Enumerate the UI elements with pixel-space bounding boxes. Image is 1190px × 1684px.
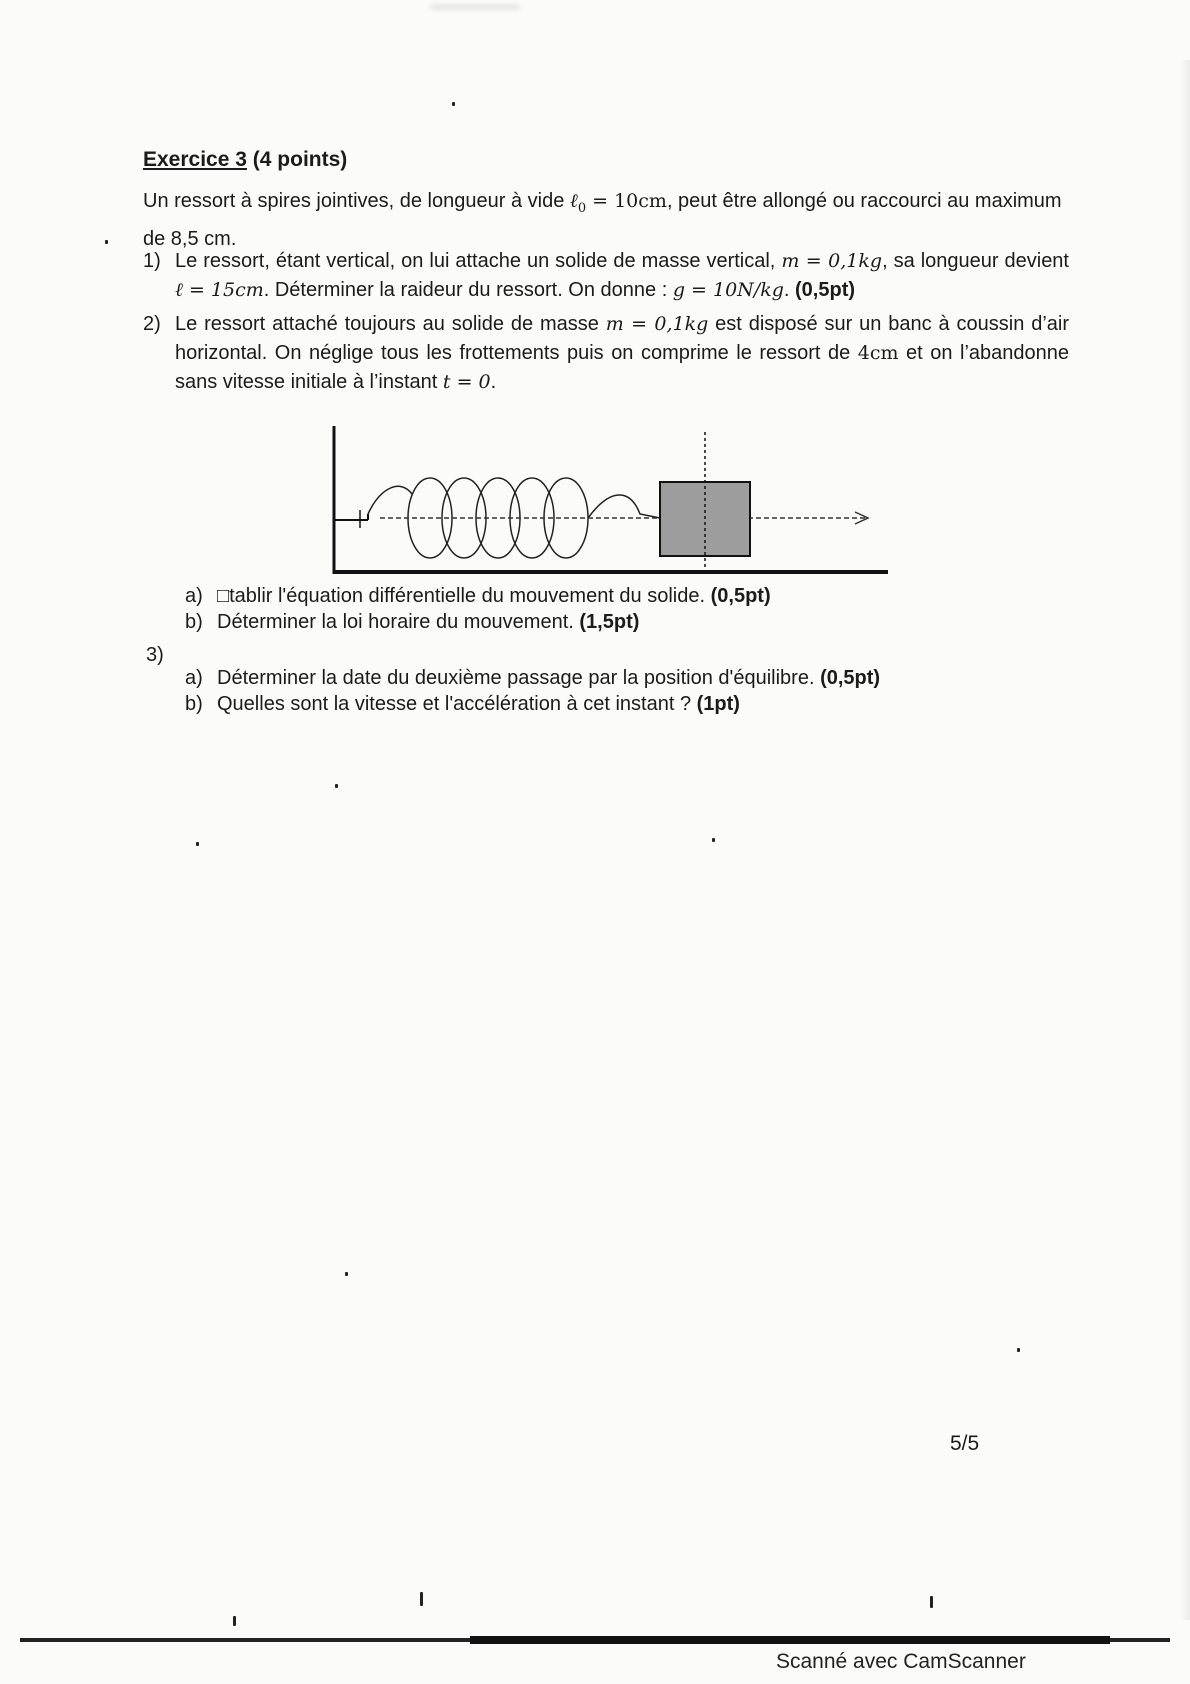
q1-points: (0,5pt) (795, 279, 856, 301)
q3a-letter: a) (185, 667, 203, 689)
question-2 (143, 310, 1069, 400)
q1-text-2: , sa longueur devient (882, 250, 1069, 272)
scan-speck (335, 784, 338, 788)
q2-text-4: . (490, 371, 497, 393)
q3a-statement: Déterminer la date du deuxième passage par la position d'équilibre. (217, 667, 815, 689)
intro-text-1: Un ressort à spires jointives, de longueur à vide (143, 190, 570, 212)
support-wall (334, 426, 368, 574)
exercise-points: (4 points) (252, 148, 348, 171)
scan-edge-shadow (430, 4, 520, 10)
q2a-statement: □tablir l'équation différentielle du mouvement du solide. (217, 585, 706, 607)
scan-speck (233, 1616, 236, 1626)
q1-length: ℓ = 15cm (175, 279, 264, 301)
scan-bottom-edge-thick (470, 1636, 1110, 1644)
q3a-points: (0,5pt) (820, 667, 881, 689)
q2a-points: (0,5pt) (710, 585, 771, 607)
intro-paragraph (143, 186, 1069, 254)
q2b-letter: b) (185, 611, 203, 633)
exercise-title: Exercice 3 (143, 148, 247, 171)
q2-mass: m = 0,1kg (605, 313, 709, 335)
scan-speck (105, 240, 108, 244)
scan-speck (930, 1596, 933, 1608)
scan-speck (712, 838, 715, 842)
q1-text-3: . Déterminer la raideur du ressort. On donne : (263, 279, 673, 301)
q3b-text (217, 691, 740, 717)
q1-text-4: . (783, 279, 790, 301)
l0-symbol: ℓ (569, 190, 578, 212)
q2-time: t = 0 (442, 371, 491, 393)
q3a-text (217, 665, 880, 691)
q2-text-3: et on l’abandonne sans vitesse initiale à l’instant (175, 342, 1069, 393)
q1-text-1: Le ressort, étant vertical, on lui attache un solide de masse vertical, (175, 250, 782, 272)
scan-speck (345, 1272, 348, 1276)
scan-edge-shadow-right (1180, 60, 1190, 1620)
q2b-statement: Déterminer la loi horaire du mouvement. (217, 611, 574, 633)
q3b-statement: Quelles sont la vitesse et l'accélération à cet instant ? (217, 693, 692, 715)
q2b-text (217, 609, 639, 635)
q3b-letter: b) (185, 693, 203, 715)
l0-value: = 10cm (586, 190, 667, 212)
exercise-heading (143, 148, 347, 172)
question-1-number: 1) (143, 250, 161, 272)
question-1-body (175, 247, 1069, 305)
q2-text-1: Le ressort attaché toujours au solide de masse (175, 313, 606, 335)
scan-speck (452, 102, 455, 106)
q1-mass: m = 0,1kg (781, 250, 883, 272)
question-1 (143, 247, 1069, 307)
camscanner-footer: Scanné avec CamScanner (776, 1650, 1026, 1673)
scan-speck (420, 1592, 423, 1606)
q2-compression: 4cm (857, 342, 899, 364)
scan-bottom-edge (20, 1638, 1170, 1642)
q2a-text (217, 583, 771, 609)
spring-mass-figure (320, 418, 890, 578)
question-3-number: 3) (146, 644, 164, 666)
q3b-points: (1pt) (696, 693, 740, 715)
l0-subscript: 0 (577, 201, 587, 216)
q1-gravity: g = 10N/kg (672, 279, 784, 301)
question-2-number: 2) (143, 313, 161, 335)
question-2-body (175, 310, 1069, 397)
q2-text-2: est disposé sur un banc à coussin d’air horizontal. On néglige tous les frottements puis on comprime le ressort de (175, 313, 1069, 364)
page-number: 5/5 (950, 1432, 980, 1455)
scan-speck (196, 842, 199, 846)
q2a-letter: a) (185, 585, 203, 607)
q2b-points: (1,5pt) (579, 611, 640, 633)
intro-text-2: , peut être allongé ou raccourci au maximum de 8,5 cm. (143, 190, 1062, 250)
scan-speck (1017, 1348, 1020, 1352)
